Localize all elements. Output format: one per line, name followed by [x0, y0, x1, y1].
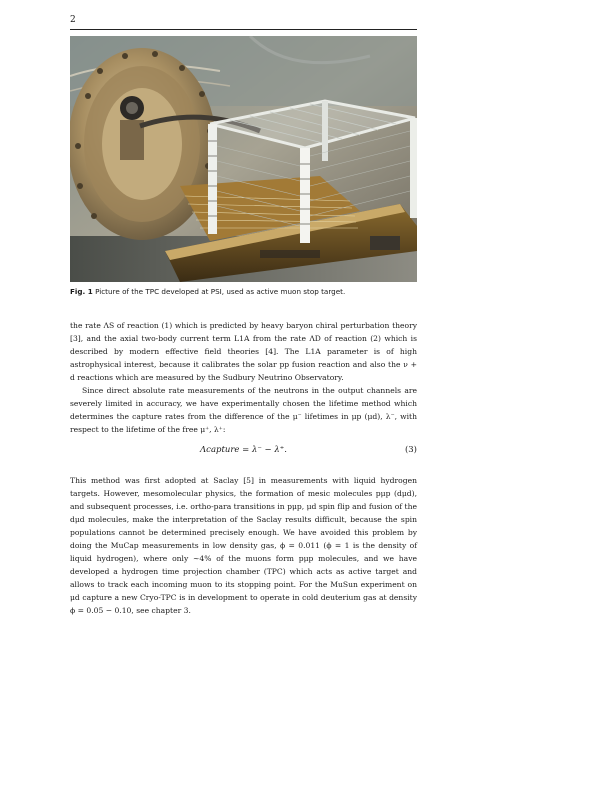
- paragraph-1: the rate ΛS of reaction (1) which is predicted by heavy baryon chiral perturbation theory [3], and the axial two-body current term L1A from the rate ΛD of reaction (2) which is described by modern effective field theories [4]. The L1A parameter is of high astrophysical interest, because it calibrates the solar pp fusion reaction and also the ν + d reactions which are measured by the Sudbury Neutrino Observatory.: [70, 321, 417, 382]
- header-rule: [70, 29, 417, 30]
- paragraph-2: Since direct absolute rate measurements of the neutrons in the output channels are severely limited in accuracy, we have experimentally chosen the lifetime method which determines the capture rates from the difference of the μ⁻ lifetimes in μp (μd), λ⁻, with respect to the lifetime of the free μ⁺, λ⁺:: [70, 386, 417, 434]
- figure-label: Fig. 1: [70, 287, 93, 296]
- equation-number: (3): [404, 445, 417, 455]
- equation-expression: Λcapture = λ⁻ − λ⁺.: [200, 445, 287, 455]
- equation-3: [70, 445, 417, 459]
- figure-caption: [70, 287, 417, 297]
- paragraph-3: This method was first adopted at Saclay [5] in measurements with liquid hydrogen targets. However, mesomolecular physics, the formation of mesic molecules pμp (dμd), and subsequent processes, i.e. ortho-para transitions in pμp, μd spin flip and fusion of the dμd molecules, make the interpretation of the Saclay results difficult, because the spin populations cannot be determined precisely enough. We have avoided this problem by doing the MuCap measurements in low density gas, ϕ = 0.011 (ϕ = 1 is the density of liquid hydrogen), where only ∼4% of the muons form pμp molecules, and we have developed a hydrogen time projection chamber (TPC) which acts as active target and allows to track each incoming muon to its stopping point. For the MuSun experiment on μd capture a new Cryo-TPC is in development to operate in cold deuterium gas at density ϕ = 0.05 − 0.10, see chapter 3.: [70, 476, 417, 615]
- tpc-photograph: [70, 36, 417, 282]
- figure-caption-text: Picture of the TPC developed at PSI, used as active muon stop target.: [95, 287, 346, 296]
- page-number: 2: [70, 15, 76, 25]
